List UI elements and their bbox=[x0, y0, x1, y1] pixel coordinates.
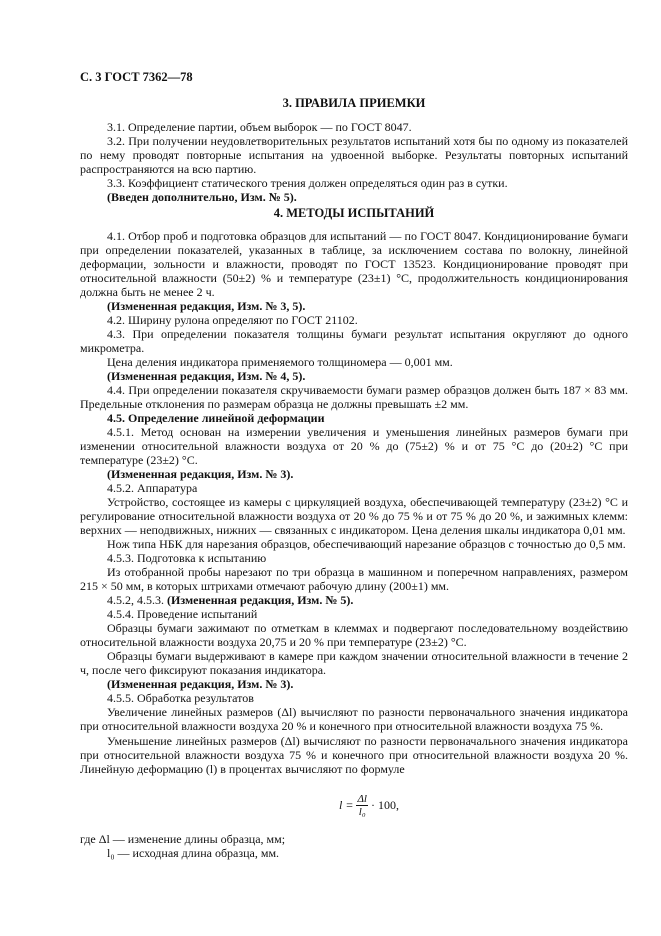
definition-l0: l₀ — исходная длина образца, мм. bbox=[107, 846, 280, 860]
formula-fraction bbox=[356, 793, 368, 818]
amendment-ref: 4.5.2, 4.5.3. bbox=[107, 593, 167, 607]
formula-numerator: Δl bbox=[357, 792, 367, 805]
paragraph-4-5-2: 4.5.2. Аппаратура bbox=[107, 481, 198, 495]
paragraph-4-5-4: 4.5.4. Проведение испытаний bbox=[107, 607, 258, 621]
amendment-note: (Введен дополнительно, Изм. № 5). bbox=[107, 190, 297, 204]
amendment-note: (Измененная редакция, Изм. № 3). bbox=[107, 677, 294, 691]
section-3-title: 3. ПРАВИЛА ПРИЕМКИ bbox=[282, 96, 426, 110]
paragraph-apparatus: Устройство, состоящее из камеры с циркуляцией воздуха, обеспечивающей температуру (23±2) °С и регулирование относительной влажности воздуха от 20 % до 75 % и от 75 % до 20 %, и зажимных клемм: верхних — неподвижных, нижних — связанных с индикатором. Цена деления шкалы индикатора 0,01 мм. bbox=[80, 495, 628, 537]
amendment-note: (Измененная редакция, Изм. № 4, 5). bbox=[107, 369, 306, 383]
section-4-title: 4. МЕТОДЫ ИСПЫТАНИЙ bbox=[273, 206, 435, 220]
paragraph-3-1: 3.1. Определение партии, объем выборок — по ГОСТ 8047. bbox=[107, 120, 412, 134]
definition-delta-l: где Δl — изменение длины образца, мм; bbox=[80, 832, 286, 846]
paragraph-4-5-3: 4.5.3. Подготовка к испытанию bbox=[107, 551, 267, 565]
paragraph-testing-b: Образцы бумаги выдерживают в камере при каждом значении относительной влажности в течение 2 ч, после чего фиксируют показания индикатора. bbox=[80, 649, 628, 677]
amendment-line bbox=[80, 593, 628, 607]
paragraph-testing-a: Образцы бумаги зажимают по отметкам в клеммах и подвергают последовательному воздействию относительной влажности воздуха 20,75 и 20 % при температуре (23±2) °С. bbox=[80, 621, 628, 649]
formula-denominator: l₀ bbox=[358, 805, 366, 818]
paragraph-3-3: 3.3. Коэффициент статического трения должен определяться один раз в сутки. bbox=[107, 176, 508, 190]
paragraph-knife: Нож типа НБК для нарезания образцов, обеспечивающий нарезание образцов с точностью до 0,5 мм. bbox=[107, 537, 626, 551]
paragraph-decrease: Уменьшение линейных размеров (Δl) вычисляют по разности первоначального значения индикатора при относительной влажности воздуха 75 % и конечного при относительной влажности воздуха 20 %. Линейную деформацию (l) в процентах вычисляют по формуле bbox=[80, 734, 628, 776]
formula-rhs: · 100, bbox=[370, 798, 399, 812]
paragraph-3-2: 3.2. При получении неудовлетворительных результатов испытаний хотя бы по одному из показателей по нему проводят повторные испытания на удвоенной выборке. Результаты повторных испытаний распространяются на всю партию. bbox=[80, 134, 628, 176]
paragraph-preparation: Из отобранной пробы нарезают по три образца в машинном и поперечном направлениях, размером 215 × 50 мм, в которых штрихами отмечают рабочую длину (200±1) мм. bbox=[80, 565, 628, 593]
formula-lhs: l = bbox=[339, 798, 354, 812]
formula bbox=[80, 790, 628, 820]
paragraph-4-2: 4.2. Ширину рулона определяют по ГОСТ 21102. bbox=[107, 313, 358, 327]
paragraph-4-5-1: 4.5.1. Метод основан на измерении увеличения и уменьшения линейных размеров бумаги при изменении относительной влажности воздуха от 20 % до (75±2) % и от 75 °С до (20±2) °С при температуре (23±2) °С. bbox=[80, 425, 628, 467]
page-header: С. 3 ГОСТ 7362—78 bbox=[80, 70, 193, 84]
paragraph-4-5-5: 4.5.5. Обработка результатов bbox=[107, 691, 254, 705]
paragraph-increase: Увеличение линейных размеров (Δl) вычисляют по разности первоначального значения индикатора при относительной влажности воздуха 20 % и конечного при относительной влажности воздуха 75 %. bbox=[80, 705, 628, 733]
document-page bbox=[80, 70, 628, 860]
amendment-note: (Измененная редакция, Изм. № 3, 5). bbox=[107, 299, 306, 313]
paragraph-4-4: 4.4. При определении показателя скручиваемости бумаги размер образцов должен быть 187 × 83 мм. Предельные отклонения по размерам образца не должны превышать ±2 мм. bbox=[80, 383, 628, 411]
paragraph-4-3-scale: Цена деления индикатора применяемого толщиномера — 0,001 мм. bbox=[107, 355, 453, 369]
amendment-note: (Измененная редакция, Изм. № 3). bbox=[107, 467, 294, 481]
paragraph-4-1: 4.1. Отбор проб и подготовка образцов для испытаний — по ГОСТ 8047. Кондиционирование бумаги при определении показателей, указанных в таблице, за исключением состава по волокну, линейной деформации, зольности и влажности, проводят по ГОСТ 13523. Кондиционирование проводят при относительной влажности (50±2) % и температуре (23±1) °С, продолжительность кондиционирования должна быть не менее 2 ч. bbox=[80, 229, 628, 299]
amendment-note: (Измененная редакция, Изм. № 5). bbox=[167, 593, 354, 607]
paragraph-4-3: 4.3. При определении показателя толщины бумаги результат испытания округляют до одного микрометра. bbox=[80, 327, 628, 355]
subsection-4-5-title: 4.5. Определение линейной деформации bbox=[107, 411, 325, 425]
